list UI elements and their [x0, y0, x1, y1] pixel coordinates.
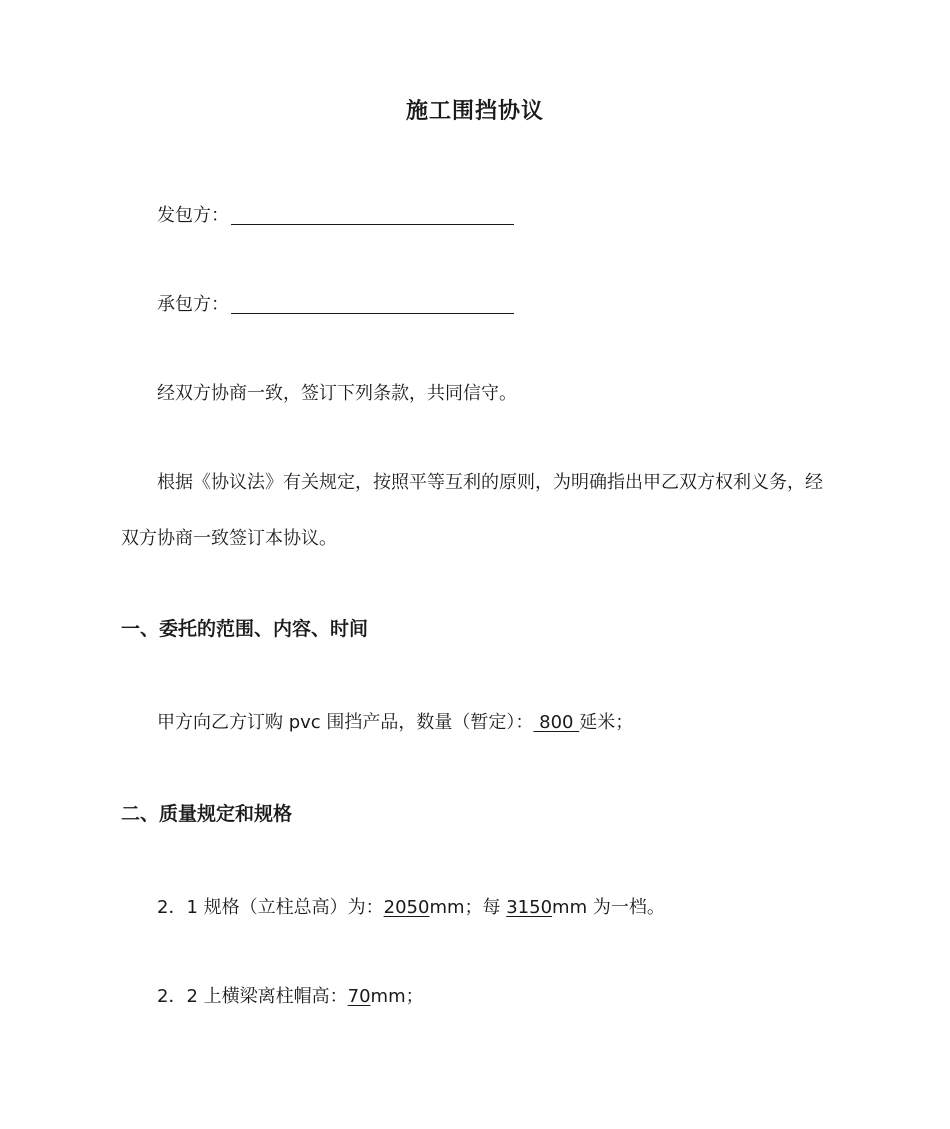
- spec-item-2-2-prefix: 2．2 上横梁离柱帽高：: [157, 986, 348, 1007]
- intro-paragraph-2-line-2: 双方协商一致签订本协议。: [121, 528, 337, 549]
- spec-item-2-1-mid: mm；每: [429, 897, 507, 918]
- contractor-blank: [231, 295, 514, 314]
- section-1-heading: 一、委托的范围、内容、时间: [121, 618, 369, 640]
- employer-blank: [231, 206, 514, 225]
- spec-item-2-1-prefix: 2．1 规格（立柱总高）为：: [157, 897, 384, 918]
- spec-item-2-2: [157, 985, 424, 1009]
- spec-height-value: 2050: [383, 897, 430, 918]
- employer-label: 发包方：: [157, 205, 229, 226]
- employer-line: [157, 204, 514, 228]
- order-text: 甲方向乙方订购 pvc 围挡产品，数量（暂定）：: [157, 712, 534, 733]
- contractor-line: [157, 293, 514, 317]
- document-title: 施工围挡协议: [405, 99, 544, 124]
- order-quantity: 800: [533, 712, 580, 733]
- spec-item-2-1: [157, 896, 665, 920]
- order-unit: 延米；: [579, 712, 634, 733]
- contractor-label: 承包方：: [157, 294, 229, 315]
- spec-item-2-1-suffix: mm 为一档。: [552, 897, 665, 918]
- section-1-text: [157, 711, 633, 735]
- section-2-heading: 二、质量规定和规格: [121, 803, 293, 825]
- beam-height-value: 70: [347, 986, 371, 1007]
- spec-span-value: 3150: [506, 897, 553, 918]
- intro-paragraph-1: 经双方协商一致，签订下列条款，共同信守。: [157, 383, 517, 404]
- spec-item-2-2-suffix: mm；: [370, 986, 424, 1007]
- intro-paragraph-2-line-1: 根据《协议法》有关规定，按照平等互利的原则，为明确指出甲乙双方权利义务，经: [157, 472, 823, 493]
